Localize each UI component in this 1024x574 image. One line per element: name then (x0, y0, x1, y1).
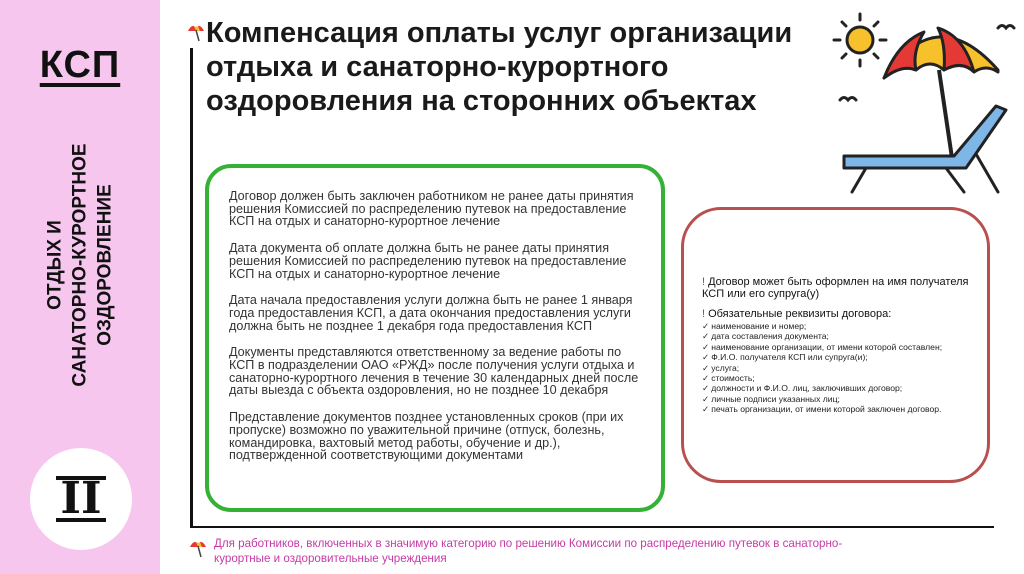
condition-item: Документы представляются ответственному за ведение работы по КСП в подразделении ОАО «РЖД» после получения услуги отдыха и санаторно-курортного лечения в течение 30 календарных дней после даты выезда с объекта оздоровления, но не позднее 10 декабря (229, 345, 639, 398)
section-number-badge (30, 448, 132, 550)
beach-umbrella-sunbed-sun-birds-icon (826, 8, 1016, 198)
frame-vertical-line (190, 48, 193, 528)
note-contract-holder (702, 276, 977, 300)
condition-item: Дата начала предоставления услуги должна быть не ранее 1 января года предоставления КСП, а дата окончания предоставления услуги должна быть не позднее 1 декабря года предоставления КСП (229, 293, 633, 333)
list-item: ✓ услуга; (702, 363, 977, 373)
umbrella-pole (939, 70, 952, 158)
beach-umbrella-icon (188, 538, 208, 558)
condition-item: Договор должен быть заключен работником не ранее даты принятия решения Комиссией по распределению путевок на предоставление КСП на отдых и санаторно-курортное лечение (229, 189, 634, 229)
sidebar-title: КСП (39, 44, 121, 86)
exclamation-icon: ! (702, 276, 706, 288)
requisites-list (702, 321, 977, 415)
section-label-line: ОТДЫХ И (44, 220, 66, 310)
list-item: ✓ наименование и номер; (702, 321, 977, 331)
conditions-box (205, 164, 665, 512)
section-number: II (56, 476, 105, 522)
list-item: ✓ стоимость; (702, 373, 977, 383)
list-item: ✓ наименование организации, от имени которой составлен; (702, 342, 977, 352)
list-item: ✓ дата составления документа; (702, 331, 977, 341)
condition-item: Представление документов позднее установленных сроков (при их пропуске) возможно по уважительной причине (отпуск, болезнь, командировка, вахтовый метод работы, обучение и др.), подтвержденной соответствующими документами (229, 410, 624, 463)
list-item: ✓ печать организации, от имени которой заключен договор. (702, 404, 977, 414)
footer-note: Для работников, включенных в значимую категорию по решению Комиссии по распределению путевок в санаторно-курортные и оздоровительные учреждения (214, 537, 843, 565)
exclamation-icon: ! (702, 308, 706, 320)
bird-icon (840, 98, 856, 101)
list-item: ✓ личные подписи указанных лиц; (702, 394, 977, 404)
section-label-line: САНАТОРНО-КУРОРТНОЕ (69, 143, 91, 387)
section-label-line: ОЗДОРОВЛЕНИЕ (94, 184, 116, 346)
list-item: ✓ Ф.И.О. получателя КСП или супруга(и); (702, 352, 977, 362)
beach-umbrella-icon (186, 22, 206, 42)
sunbed (844, 106, 1006, 192)
notes-box (681, 207, 990, 483)
sun-icon (834, 14, 886, 66)
section-vertical-label (43, 143, 118, 386)
page-title: Компенсация оплаты услуг организации отдыха и санаторно-курортного оздоровления на сторонних объектах (206, 17, 793, 117)
note-text: Обязательные реквизиты договора: (708, 308, 892, 320)
note-requisites-heading (702, 308, 977, 320)
condition-item: Дата документа об оплате должна быть не ранее даты принятия решения Комиссией по распределению путевок на предоставление КСП на отдых и санаторно-курортное лечение (229, 241, 627, 281)
bird-icon (998, 26, 1014, 29)
frame-horizontal-line (190, 526, 994, 528)
list-item: ✓ должности и Ф.И.О. лиц, заключивших договор; (702, 383, 977, 393)
note-text: Договор может быть оформлен на имя получателя КСП или его супруга(у) (702, 276, 969, 300)
sidebar (0, 0, 160, 574)
